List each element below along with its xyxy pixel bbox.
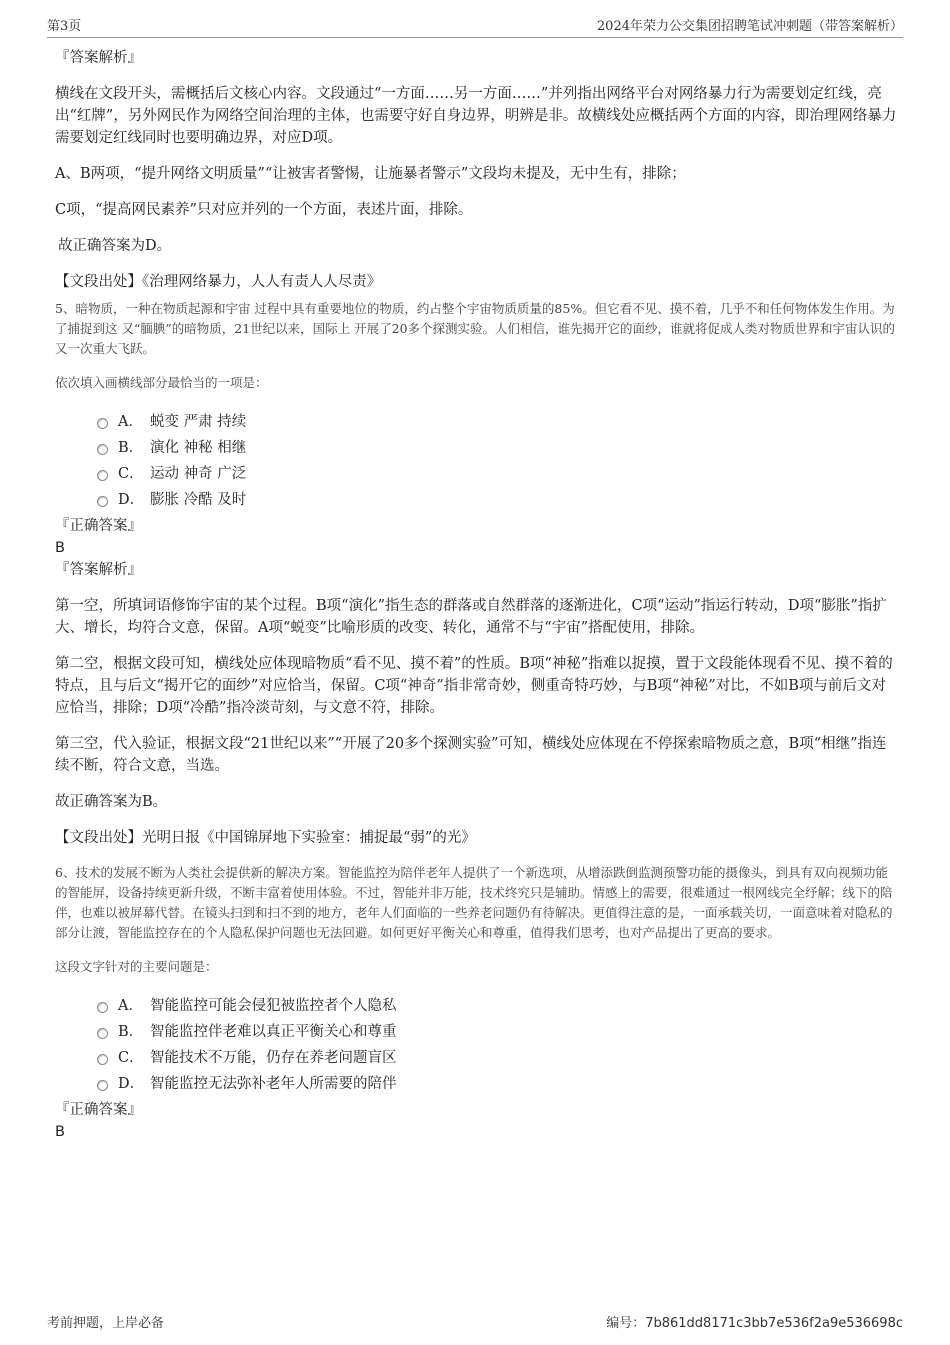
page-content	[55, 44, 900, 1143]
analysis-paragraph: 第一空，所填词语修饰宇宙的某个过程。B项“演化”指生态的群落或自然群落的逐渐进化，C项“运动”指运行转动，D项“膨胀”指扩大、增长，均符合文意，保留。A项“蜕变”比喻形质的改变、转化，通常不与“宇宙”搭配使用，排除。	[55, 598, 887, 636]
document-title: 2024年荣力公交集团招聘笔试冲刺题（带答案解析）	[596, 19, 903, 34]
option-d[interactable]: D． 智能监控无法弥补老年人所需要的陪伴	[97, 1069, 900, 1095]
option-b[interactable]: B． 演化 神秘 相继	[97, 433, 900, 459]
radio-icon[interactable]	[97, 444, 108, 455]
analysis-label: 『答案解析』	[55, 50, 142, 66]
analysis-paragraph: 横线在文段开头，需概括后文核心内容。文段通过“一方面……另一方面……”并列指出网络平台对网络暴力行为需要划定红线，亮出“红牌”，另外网民作为网络空间治理的主体，也需要守好自身边界，明辨是非。故横线处应概括两个方面的内容，即治理网络暴力需要划定红线同时也要明确边界，对应D项。	[55, 86, 897, 146]
analysis-paragraph: C项，“提高网民素养”只对应并列的一个方面，表述片面，排除。	[55, 202, 473, 218]
radio-icon[interactable]	[97, 1002, 108, 1013]
analysis-paragraph: 第二空，根据文段可知，横线处应体现暗物质“看不见、摸不着”的性质。B项“神秘”指难以捉摸，置于文段能体现看不见、摸不着的特点，且与后文“揭开它的面纱”对应恰当，保留。C项“神奇”指非常奇妙，侧重奇特巧妙，与B项“神秘”对比，不如B项与前后文对应恰当，排除；D项“冷酷”指冷淡苛刻，与文意不符，排除。	[55, 656, 893, 716]
radio-icon[interactable]	[97, 1028, 108, 1039]
answer-label: 『正确答案』	[55, 1102, 142, 1118]
options-list	[55, 991, 900, 1095]
radio-icon[interactable]	[97, 470, 108, 481]
option-a[interactable]: A． 智能监控可能会侵犯被监控者个人隐私	[97, 991, 900, 1017]
option-a[interactable]: A． 蜕变 严肃 持续	[97, 407, 900, 433]
analysis-paragraph: 第三空，代入验证，根据文段“21世纪以来”“开展了20多个探测实验”可知，横线处应体现在不停探索暗物质之意，B项“相继”指连续不断，符合文意，当选。	[55, 736, 887, 774]
answer-statement: 故正确答案为B。	[55, 794, 168, 810]
analysis-label: 『答案解析』	[55, 562, 142, 578]
options-list	[55, 407, 900, 511]
answer-value: B	[55, 540, 65, 556]
source-citation: 【文段出处】光明日报《中国锦屏地下实验室：捕捉最“弱”的光》	[55, 830, 476, 846]
question-stem: 5、暗物质，一种在物质起源和宇宙 过程中具有重要地位的物质，约占整个宇宙物质质量的85%。但它看不见、摸不着，几乎不和任何物体发生作用。为了捕捉到这 又“腼腆”的暗物质，21世纪以来，国际上 开展了20多个探测实验。人们相信，谁先揭开它的面纱，谁就将促成人类对物质世界和宇宙认识的又一次重大飞跃。	[55, 301, 896, 356]
radio-icon[interactable]	[97, 496, 108, 507]
answer-value: B	[55, 1124, 65, 1140]
document-id: 编号：7b861dd8171c3bb7e536f2a9e536698c	[606, 1316, 903, 1331]
footer-slogan: 考前押题，上岸必备	[47, 1316, 165, 1331]
page-number: 第3页	[47, 19, 82, 34]
radio-icon[interactable]	[97, 1080, 108, 1091]
analysis-paragraph: A、B两项，“提升网络文明质量”“让被害者警惕，让施暴者警示”文段均未提及，无中生有，排除；	[55, 166, 686, 182]
answer-label: 『正确答案』	[55, 518, 142, 534]
answer-statement: 故正确答案为D。	[58, 238, 172, 254]
question-prompt: 依次填入画横线部分最恰当的一项是：	[55, 375, 268, 390]
source-citation: 【文段出处】《治理网络暴力，人人有责人人尽责》	[55, 274, 382, 290]
page-header	[47, 12, 903, 38]
radio-icon[interactable]	[97, 1054, 108, 1065]
page-footer	[47, 1312, 903, 1332]
option-c[interactable]: C． 运动 神奇 广泛	[97, 459, 900, 485]
option-c[interactable]: C． 智能技术不万能，仍存在养老问题盲区	[97, 1043, 900, 1069]
option-d[interactable]: D． 膨胀 冷酷 及时	[97, 485, 900, 511]
radio-icon[interactable]	[97, 418, 108, 429]
question-stem: 6、技术的发展不断为人类社会提供新的解决方案。智能监控为陪伴老年人提供了一个新选项，从增添跌倒监测预警功能的摄像头，到具有双向视频功能的智能屏，设备持续更新升级，不断丰富着使用体验。不过，智能并非万能，技术终究只是辅助。情感上的需要，很难通过一根网线完全纾解；线下的陪伴，也难以被屏幕代替。在镜头扫到和扫不到的地方，老年人们面临的一些养老问题仍有待解决。更值得注意的是，一面承载关切，一面意味着对隐私的部分让渡，智能监控存在的个人隐私保护问题也无法回避。如何更好平衡关心和尊重，值得我们思考，也对产品提出了更高的要求。	[55, 865, 893, 940]
question-prompt: 这段文字针对的主要问题是：	[55, 959, 218, 974]
option-b[interactable]: B． 智能监控伴老难以真正平衡关心和尊重	[97, 1017, 900, 1043]
